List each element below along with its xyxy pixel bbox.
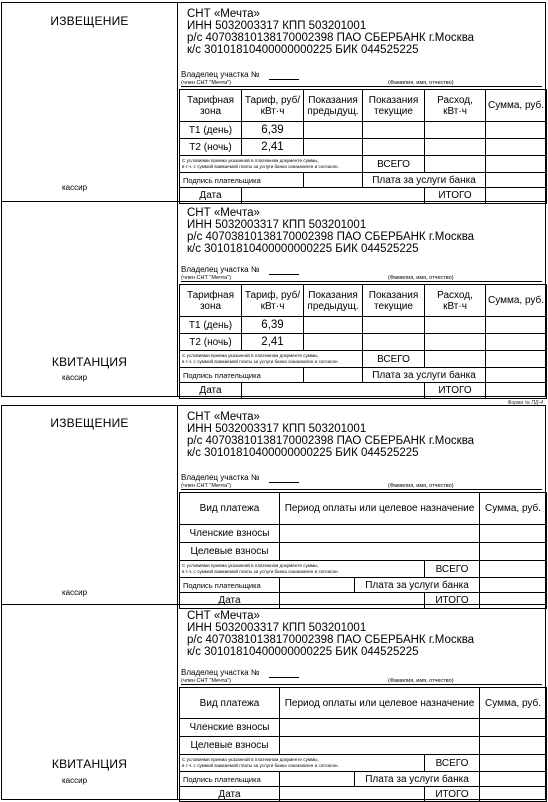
member-note: (член СНТ "Мечта")	[181, 80, 231, 86]
owner-name-field[interactable]	[181, 281, 542, 282]
prev-reading-t2[interactable]	[304, 334, 363, 351]
owner-label: Владелец участка №	[181, 70, 260, 79]
date-label: Дата	[180, 593, 280, 609]
receipt-title: КВИТАНЦИЯ	[51, 757, 128, 771]
current-reading-t2[interactable]	[363, 334, 425, 351]
notice-title: ИЗВЕЩЕНИЕ	[50, 14, 129, 28]
receipt-side-panel	[2, 202, 178, 396]
fio-note: (Фамилия, имя, отчество)	[388, 275, 454, 281]
form-number-label: Форма № ПД-4	[507, 400, 543, 406]
payment-target: Целевые взносы	[180, 737, 280, 755]
payee-corr-account: к/с 30101810400000000225 БИК 044525225	[187, 447, 419, 459]
total-label: ВСЕГО	[363, 351, 425, 368]
bank-fee-label: Плата за услуги банка	[363, 173, 486, 188]
bank-fee-field[interactable]	[486, 173, 547, 188]
signature-label: Подпись плательщика	[180, 578, 280, 593]
header-sum: Сумма, руб.	[486, 285, 547, 317]
current-reading-t1[interactable]	[363, 317, 425, 334]
notice-title: ИЗВЕЩЕНИЕ	[50, 416, 129, 430]
period-target[interactable]	[280, 543, 480, 561]
electricity-table	[179, 89, 547, 204]
payee-inn-kpp: ИНН 5032003317 КПП 503201001	[187, 622, 367, 634]
payee-inn-kpp: ИНН 5032003317 КПП 503201001	[187, 219, 367, 231]
payment-target: Целевые взносы	[180, 543, 280, 561]
owner-label: Владелец участка №	[181, 265, 260, 274]
header-tariff: Тариф, руб/кВт·ч	[242, 285, 304, 317]
notice-main	[178, 3, 545, 201]
grand-total-label: ИТОГО	[425, 593, 480, 609]
payee-name: СНТ «Мечта»	[187, 207, 260, 219]
period-membership[interactable]	[280, 719, 480, 737]
signature-label: Подпись плательщика	[180, 368, 304, 383]
period-membership[interactable]	[280, 525, 480, 543]
signature-field[interactable]	[280, 578, 355, 593]
electricity-notice-coupon	[1, 2, 546, 202]
payee-corr-account: к/с 30101810400000000225 БИК 044525225	[187, 44, 419, 56]
payee-corr-account: к/с 30101810400000000225 БИК 044525225	[187, 243, 419, 255]
date-label: Дата	[180, 188, 242, 204]
bank-fee-field[interactable]	[480, 578, 547, 593]
current-reading-t2[interactable]	[363, 139, 425, 156]
signature-field[interactable]	[304, 173, 363, 188]
bank-fee-label: Плата за услуги банка	[363, 368, 486, 383]
cashier-label: кассир	[62, 588, 88, 597]
zone-t1: Т1 (день)	[180, 122, 242, 139]
header-payment-type: Вид платежа	[180, 493, 280, 525]
grand-total-field[interactable]	[480, 787, 547, 802]
payee-requisites	[187, 207, 474, 255]
header-consumption: Расход, кВт·ч	[425, 90, 486, 122]
consumption-t2[interactable]	[425, 334, 486, 351]
total-consumption[interactable]	[425, 351, 486, 368]
date-label: Дата	[180, 383, 242, 399]
payee-account: р/с 40703810138170002398 ПАО СБЕРБАНК г.Москва	[187, 435, 475, 447]
notice-main	[178, 406, 545, 604]
payee-name: СНТ «Мечта»	[187, 8, 260, 20]
header-sum: Сумма, руб.	[486, 90, 547, 122]
header-sum: Сумма, руб.	[480, 688, 547, 719]
grand-total-label: ИТОГО	[425, 787, 480, 802]
header-prev-reading: Показания предыдущ.	[304, 285, 363, 317]
fees-notice-coupon	[1, 405, 546, 605]
period-target[interactable]	[280, 737, 480, 755]
header-current-reading: Показания текущие	[363, 90, 425, 122]
signature-field[interactable]	[280, 772, 355, 787]
date-label: Дата	[180, 787, 280, 802]
signature-label: Подпись плательщика	[180, 173, 304, 188]
payment-membership: Членские взносы	[180, 525, 280, 543]
signature-field[interactable]	[304, 368, 363, 383]
payee-requisites	[187, 610, 474, 658]
total-label: ВСЕГО	[363, 156, 425, 173]
bank-fee-label: Плата за услуги банка	[355, 772, 480, 787]
total-consumption[interactable]	[425, 156, 486, 173]
date-field[interactable]	[280, 787, 425, 802]
header-consumption: Расход, кВт·ч	[425, 285, 486, 317]
owner-name-field[interactable]	[181, 489, 542, 490]
fio-note: (Фамилия, имя, отчество)	[388, 483, 454, 489]
fees-receipt-coupon	[1, 604, 546, 800]
current-reading-t1[interactable]	[363, 122, 425, 139]
total-sum[interactable]	[486, 351, 547, 368]
payee-inn-kpp: ИНН 5032003317 КПП 503201001	[187, 423, 367, 435]
fio-note: (Фамилия, имя, отчество)	[388, 80, 454, 86]
date-field[interactable]	[242, 383, 425, 399]
fio-note: (Фамилия, имя, отчество)	[388, 678, 454, 684]
payee-name: СНТ «Мечта»	[187, 610, 260, 622]
payment-membership: Членские взносы	[180, 719, 280, 737]
consumption-t2[interactable]	[425, 139, 486, 156]
header-current-reading: Показания текущие	[363, 285, 425, 317]
signature-label: Подпись плательщика	[180, 772, 280, 787]
sum-t1[interactable]	[486, 317, 547, 334]
consumption-t1[interactable]	[425, 122, 486, 139]
member-note: (член СНТ "Мечта")	[181, 483, 231, 489]
sum-membership[interactable]	[480, 525, 547, 543]
header-tariff: Тариф, руб/кВт·ч	[242, 90, 304, 122]
plot-number-field[interactable]	[269, 265, 299, 275]
prev-reading-t1[interactable]	[304, 122, 363, 139]
payee-account: р/с 40703810138170002398 ПАО СБЕРБАНК г.Москва	[187, 634, 475, 646]
consent-text: С условиями приема указанной в платежном документе суммы, в т.ч. с суммой взимаемой платы за услуги банка ознакомлен и согласен.	[180, 755, 425, 772]
notice-side-panel	[2, 3, 178, 201]
header-sum: Сумма, руб.	[480, 493, 547, 525]
fees-table	[179, 687, 547, 802]
tariff-t1: 6,39	[242, 317, 304, 334]
total-label: ВСЕГО	[425, 755, 480, 772]
header-payment-type: Вид платежа	[180, 688, 280, 719]
bank-fee-label: Плата за услуги банка	[355, 578, 480, 593]
total-label: ВСЕГО	[425, 561, 480, 578]
plot-number-field[interactable]	[269, 473, 299, 483]
owner-name-field[interactable]	[181, 684, 542, 685]
receipt-title: КВИТАНЦИЯ	[51, 355, 128, 369]
header-zone: Тарифная зона	[180, 90, 242, 122]
consent-text: С условиями приема указанной в платежном документе суммы, в т.ч. с суммой взимаемой платы за услуги банка ознакомлен и согласен.	[180, 561, 425, 578]
receipt-main	[178, 202, 545, 396]
receipt-side-panel	[2, 605, 178, 799]
prev-reading-t2[interactable]	[304, 139, 363, 156]
consent-text: С условиями приема указанной в платежном документе суммы, в т.ч. с суммой взимаемой платы за услуги банка ознакомлен и согласен.	[180, 351, 363, 368]
cashier-label: кассир	[62, 373, 88, 382]
tariff-t2: 2,41	[242, 334, 304, 351]
plot-number-field[interactable]	[269, 668, 299, 678]
tariff-t1: 6,39	[242, 122, 304, 139]
total-sum[interactable]	[480, 755, 547, 772]
zone-t2: Т2 (ночь)	[180, 334, 242, 351]
electricity-table	[179, 284, 547, 399]
total-sum[interactable]	[480, 561, 547, 578]
payee-inn-kpp: ИНН 5032003317 КПП 503201001	[187, 20, 367, 32]
owner-label: Владелец участка №	[181, 668, 260, 677]
sum-t2[interactable]	[486, 139, 547, 156]
owner-name-field[interactable]	[181, 86, 542, 87]
header-period: Период оплаты или целевое назначение	[280, 493, 480, 525]
header-period: Период оплаты или целевое назначение	[280, 688, 480, 719]
grand-total-label: ИТОГО	[425, 383, 486, 399]
plot-number-field[interactable]	[269, 70, 299, 80]
header-prev-reading: Показания предыдущ.	[304, 90, 363, 122]
sum-membership[interactable]	[480, 719, 547, 737]
payee-requisites	[187, 411, 474, 459]
zone-t2: Т2 (ночь)	[180, 139, 242, 156]
notice-side-panel	[2, 406, 178, 604]
consumption-t1[interactable]	[425, 317, 486, 334]
member-note: (член СНТ "Мечта")	[181, 275, 231, 281]
sum-target[interactable]	[480, 737, 547, 755]
header-zone: Тарифная зона	[180, 285, 242, 317]
payee-corr-account: к/с 30101810400000000225 БИК 044525225	[187, 646, 419, 658]
grand-total-field[interactable]	[486, 383, 547, 399]
payee-name: СНТ «Мечта»	[187, 411, 260, 423]
consent-text: С условиями приема указанной в платежном документе суммы, в т.ч. с суммой взимаемой платы за услуги банка ознакомлен и согласен.	[180, 156, 363, 173]
payee-requisites	[187, 8, 474, 56]
bank-fee-field[interactable]	[480, 772, 547, 787]
payee-account: р/с 40703810138170002398 ПАО СБЕРБАНК г.Москва	[187, 231, 475, 243]
prev-reading-t1[interactable]	[304, 317, 363, 334]
sum-t1[interactable]	[486, 122, 547, 139]
payee-account: р/с 40703810138170002398 ПАО СБЕРБАНК г.Москва	[187, 32, 475, 44]
receipt-main	[178, 605, 545, 799]
sum-t2[interactable]	[486, 334, 547, 351]
grand-total-label: ИТОГО	[425, 188, 486, 204]
fees-table	[179, 492, 547, 609]
cashier-label: кассир	[62, 183, 88, 192]
zone-t1: Т1 (день)	[180, 317, 242, 334]
cashier-label: кассир	[62, 776, 88, 785]
sum-target[interactable]	[480, 543, 547, 561]
tariff-t2: 2,41	[242, 139, 304, 156]
member-note: (член СНТ "Мечта")	[181, 678, 231, 684]
owner-label: Владелец участка №	[181, 473, 260, 482]
total-sum[interactable]	[486, 156, 547, 173]
bank-fee-field[interactable]	[486, 368, 547, 383]
electricity-receipt-coupon	[1, 201, 546, 397]
